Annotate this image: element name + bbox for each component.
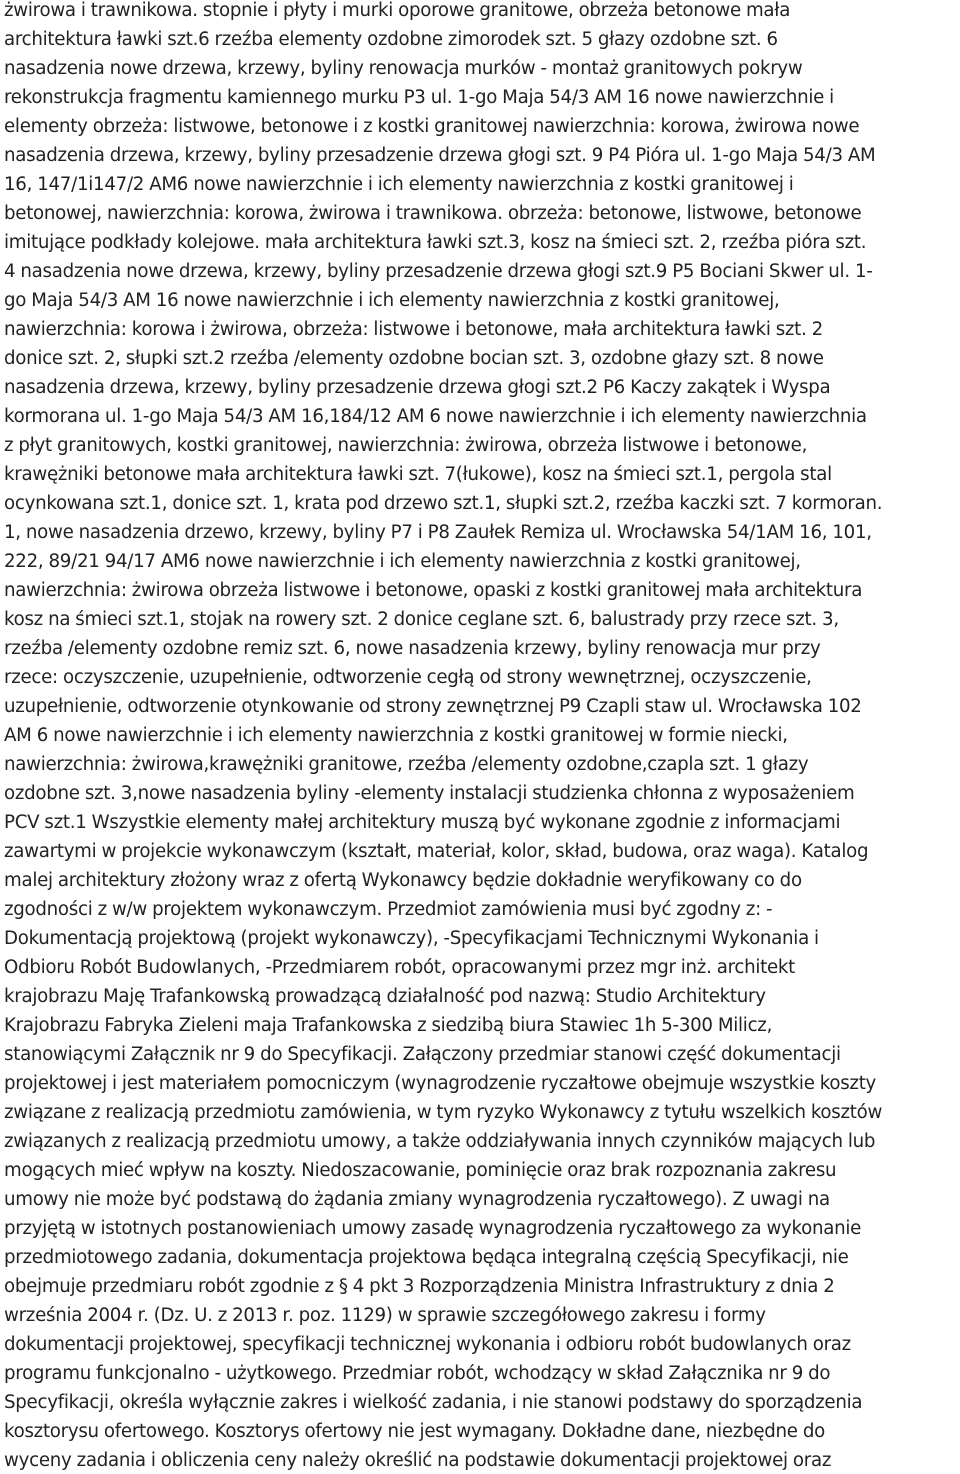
text-line: ozdobne szt. 3,nowe nasadzenia byliny -elementy instalacji studzienka chłonna z wyposażeniem [4,783,855,804]
text-line: 16, 147/1i147/2 AM6 nowe nawierzchnie i ich elementy nawierzchnia z kostki granitowej i [4,174,794,195]
text-line: zgodności z w/w projektem wykonawczym. Przedmiot zamówienia musi być zgodny z: - [4,899,773,920]
text-line: kormorana ul. 1-go Maja 54/3 AM 16,184/12 AM 6 nowe nawierzchnie i ich elementy nawierzchnia [4,406,867,427]
text-line: nasadzenia drzewa, krzewy, byliny przesadzenie drzewa głogi szt.2 P6 Kaczy zakątek i Wyspa [4,377,831,398]
text-line: stanowiącymi Załącznik nr 9 do Specyfikacji. Załączony przedmiar stanowi część dokumentacji [4,1044,841,1065]
text-line: nasadzenia nowe drzewa, krzewy, byliny renowacja murków - montaż granitowych pokryw [4,58,803,79]
text-line: AM 6 nowe nawierzchnie i ich elementy nawierzchnia z kostki granitowej w formie niecki, [4,725,788,746]
text-line: Odbioru Robót Budowlanych, -Przedmiarem robót, opracowanymi przez mgr inż. architekt [4,957,796,978]
text-line: programu funkcjonalno - użytkowego. Przedmiar robót, wchodzący w skład Załącznika nr 9 do [4,1363,831,1384]
text-line: mogących mieć wpływ na koszty. Niedoszacowanie, pominięcie oraz brak rozpoznania zakresu [4,1160,837,1181]
text-line: związane z realizacją przedmiotu zamówienia, w tym ryzyko Wykonawcy z tytułu wszelkich kosztów [4,1102,883,1123]
text-line: rzece: oczyszczenie, uzupełnienie, odtworzenie cegłą od strony wewnętrznej, oczyszczenie, [4,667,812,688]
text-line: przedmiotowego zadania, dokumentacja projektowa będąca integralną częścią Specyfikacji, nie [4,1247,849,1268]
text-line: września 2004 r. (Dz. U. z 2013 r. poz. 1129) w sprawie szczegółowego zakresu i formy [4,1305,766,1326]
text-line: Dokumentacją projektową (projekt wykonawczy), -Specyfikacjami Technicznymi Wykonania i [4,928,819,949]
text-line: ocynkowana szt.1, donice szt. 1, krata pod drzewo szt.1, słupki szt.2, rzeźba kaczki szt. 7 kormoran. [4,493,883,514]
text-line: projektowej i jest materiałem pomocniczym (wynagrodzenie ryczałtowe obejmuje wszystkie koszty [4,1073,877,1094]
text-line: rekonstrukcja fragmentu kamiennego murku P3 ul. 1-go Maja 54/3 AM 16 nowe nawierzchnie i [4,87,834,108]
text-line: Krajobrazu Fabryka Zieleni maja Trafankowska z siedzibą biura Stawiec 1h 5-300 Milicz, [4,1015,773,1036]
text-line: nawierzchnia: żwirowa obrzeża listwowe i betonowe, opaski z kostki granitowej mała architektura [4,580,863,601]
text-line: 222, 89/21 94/17 AM6 nowe nawierzchnie i ich elementy nawierzchnia z kostki granitowej, [4,551,801,572]
text-line: elementy obrzeża: listwowe, betonowe i z kostki granitowej nawierzchnia: korowa, żwirowa nowe [4,116,860,137]
text-line: wyceny zadania i obliczenia ceny należy określić na podstawie dokumentacji projektowej oraz [4,1450,832,1471]
text-line: nawierzchnia: korowa i żwirowa, obrzeża: listwowe i betonowe, mała architektura ławki szt. 2 [4,319,823,340]
text-line: związanych z realizacją przedmiotu umowy, a także oddziaływania innych czynników mających lub [4,1131,876,1152]
text-line: architektura ławki szt.6 rzeźba elementy ozdobne zimorodek szt. 5 głazy ozdobne szt. 6 [4,29,778,50]
document-page [4,0,960,1474]
text-line: donice szt. 2, słupki szt.2 rzeźba /elementy ozdobne bocian szt. 3, ozdobne głazy szt. 8 nowe [4,348,824,369]
text-line: krajobrazu Maję Trafankowską prowadzącą działalność pod nazwą: Studio Architektury [4,986,766,1007]
text-line: malej architektury złożony wraz z ofertą Wykonawcy będzie dokładnie weryfikowany co do [4,870,802,891]
text-line: zawartymi w projekcie wykonawczym (kształt, materiał, kolor, skład, budowa, oraz waga). Katalog [4,841,869,862]
text-line: umowy nie może być podstawą do żądania zmiany wynagrodzenia ryczałtowego). Z uwagi na [4,1189,830,1210]
text-line: betonowej, nawierzchnia: korowa, żwirowa i trawnikowa. obrzeża: betonowe, listwowe, betonowe [4,203,862,224]
text-line: obejmuje przedmiaru robót zgodnie z § 4 pkt 3 Rozporządzenia Ministra Infrastruktury z dnia 2 [4,1276,835,1297]
text-line: Specyfikacji, określa wyłącznie zakres i wielkość zadania, i nie stanowi podstawy do sporządzenia [4,1392,863,1413]
body-paragraph [4,0,960,1474]
text-line: żwirowa i trawnikowa. stopnie i płyty i murki oporowe granitowe, obrzeża betonowe mała [4,0,791,21]
text-line: go Maja 54/3 AM 16 nowe nawierzchnie i ich elementy nawierzchnia z kostki granitowej, [4,290,780,311]
text-line: nasadzenia drzewa, krzewy, byliny przesadzenie drzewa głogi szt. 9 P4 Pióra ul. 1-go Maja 54/3 AM [4,145,876,166]
text-line: uzupełnienie, odtworzenie otynkowanie od strony zewnętrznej P9 Czapli staw ul. Wrocławska 102 [4,696,862,717]
text-line: krawężniki betonowe mała architektura ławki szt. 7(łukowe), kosz na śmieci szt.1, pergola stal [4,464,832,485]
text-line: 1, nowe nasadzenia drzewo, krzewy, byliny P7 i P8 Zaułek Remiza ul. Wrocławska 54/1AM 16, 101, [4,522,872,543]
text-line: kosz na śmieci szt.1, stojak na rowery szt. 2 donice ceglane szt. 6, balustrady przy rzece szt. 3, [4,609,839,630]
text-line: PCV szt.1 Wszystkie elementy małej architektury muszą być wykonane zgodnie z informacjami [4,812,841,833]
text-line: imitujące podkłady kolejowe. mała architektura ławki szt.3, kosz na śmieci szt. 2, rzeźba pióra szt. [4,232,867,253]
text-line: rzeźba /elementy ozdobne remiz szt. 6, nowe nasadzenia krzewy, byliny renowacja mur przy [4,638,821,659]
text-line: 4 nasadzenia nowe drzewa, krzewy, byliny przesadzenie drzewa głogi szt.9 P5 Bociani Skwer ul. 1- [4,261,873,282]
text-line: przyjętą w istotnych postanowieniach umowy zasadę wynagrodzenia ryczałtowego za wykonanie [4,1218,862,1239]
text-line: kosztorysu ofertowego. Kosztorys ofertowy nie jest wymagany. Dokładne dane, niezbędne do [4,1421,825,1442]
text-line: dokumentacji projektowej, specyfikacji technicznej wykonania i odbioru robót budowlanych oraz [4,1334,851,1355]
text-line: z płyt granitowych, kostki granitowej, nawierzchnia: żwirowa, obrzeża listwowe i betonowe, [4,435,808,456]
text-line: nawierzchnia: żwirowa,krawężniki granitowe, rzeźba /elementy ozdobne,czapla szt. 1 głazy [4,754,809,775]
